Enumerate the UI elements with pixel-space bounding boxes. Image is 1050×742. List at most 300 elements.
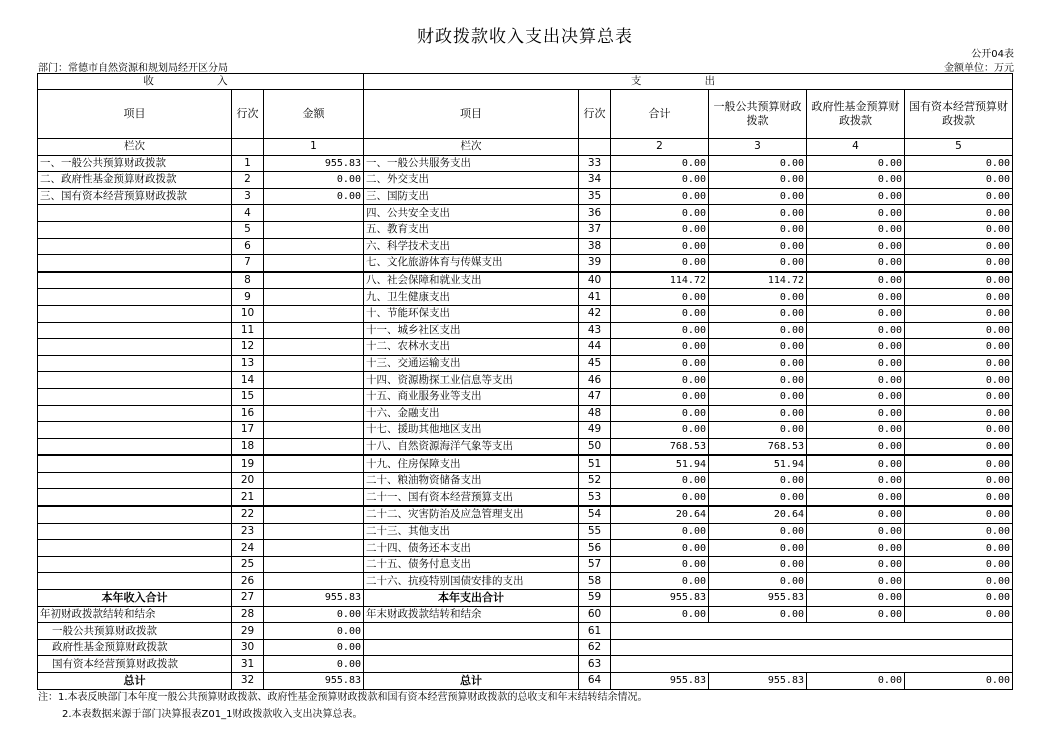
column-index-5: 5: [905, 139, 1013, 156]
carry-row: [38, 623, 1013, 640]
expense-general-budget: 0.00: [709, 339, 807, 356]
department-label: 部门：常德市自然资源和规划局经开区分局: [38, 63, 228, 74]
expense-gov-fund: 0.00: [807, 455, 905, 472]
income-row-no: 20: [232, 472, 264, 489]
income-amount: 0.00: [264, 172, 364, 189]
income-item: [38, 305, 232, 322]
expense-total: 0.00: [611, 489, 709, 506]
income-total-amount: 955.83: [264, 590, 364, 607]
income-item: [38, 455, 232, 472]
header-state-capital: 国有资本经营预算财政拨款: [905, 90, 1013, 139]
expense-state-capital: 0.00: [905, 238, 1013, 255]
report-title: 财政拨款收入支出决算总表: [417, 27, 633, 47]
expense-general-budget: 0.00: [709, 238, 807, 255]
carry-general: 0.00: [709, 606, 807, 623]
table-row: [38, 238, 1013, 255]
carry-income-row-no: 28: [232, 606, 264, 623]
grand-total-income-row-no: 32: [232, 673, 264, 690]
table-row: [38, 322, 1013, 339]
expense-general-budget: 0.00: [709, 523, 807, 540]
expense-total: 0.00: [611, 388, 709, 405]
expense-row-no: 56: [579, 540, 611, 557]
expense-row-no: 53: [579, 489, 611, 506]
expense-total-row-no: 59: [579, 590, 611, 607]
expense-item: 四、公共安全支出: [364, 205, 579, 222]
income-amount: [264, 272, 364, 289]
grand-total-expense-row-no: 64: [579, 673, 611, 690]
income-item: [38, 255, 232, 272]
income-item: [38, 438, 232, 455]
income-total-label: 本年收入合计: [38, 590, 232, 607]
expense-general-budget: 0.00: [709, 540, 807, 557]
expense-gov-fund: 0.00: [807, 472, 905, 489]
expense-total-capital: 0.00: [905, 590, 1013, 607]
footnotes: [38, 689, 648, 723]
table-row: [38, 272, 1013, 289]
table-row: [38, 339, 1013, 356]
expense-gov-fund: 0.00: [807, 523, 905, 540]
carry-expense-row-no: 60: [579, 606, 611, 623]
header-income-amount: 金额: [264, 90, 364, 139]
expense-gov-fund: 0.00: [807, 322, 905, 339]
expense-gov-fund: 0.00: [807, 305, 905, 322]
expense-general-budget: 0.00: [709, 388, 807, 405]
table-row: [38, 255, 1013, 272]
expense-gov-fund: 0.00: [807, 573, 905, 590]
income-item: [38, 573, 232, 590]
expense-gov-fund: 0.00: [807, 422, 905, 439]
expense-item: 二十、粮油物资储备支出: [364, 472, 579, 489]
column-index-4: 4: [807, 139, 905, 156]
income-item: [38, 289, 232, 306]
expense-row-no: 49: [579, 422, 611, 439]
table-row: [38, 489, 1013, 506]
income-row-no: 5: [232, 221, 264, 238]
grand-total-expense-label: 总计: [364, 673, 579, 690]
expense-item: 二十四、债务还本支出: [364, 540, 579, 557]
income-row-no: 12: [232, 339, 264, 356]
income-amount: [264, 405, 364, 422]
expense-row-no: 48: [579, 405, 611, 422]
expense-row-no: 47: [579, 388, 611, 405]
expense-row-no: 42: [579, 305, 611, 322]
income-row-no: 11: [232, 322, 264, 339]
income-amount: [264, 339, 364, 356]
carry-income-amount: 0.00: [264, 623, 364, 640]
expense-item: 十九、住房保障支出: [364, 455, 579, 472]
expense-row-no: 35: [579, 188, 611, 205]
expense-total: 0.00: [611, 172, 709, 189]
expense-gov-fund: 0.00: [807, 289, 905, 306]
expense-total: 0.00: [611, 355, 709, 372]
expense-gov-fund: 0.00: [807, 188, 905, 205]
expense-total: 0.00: [611, 305, 709, 322]
income-item: [38, 388, 232, 405]
income-item: [38, 355, 232, 372]
expense-row-no: 38: [579, 238, 611, 255]
expense-row-no: 36: [579, 205, 611, 222]
expense-general-budget: 0.00: [709, 405, 807, 422]
expense-total: 51.94: [611, 455, 709, 472]
column-index-3: 3: [709, 139, 807, 156]
income-row-no: 8: [232, 272, 264, 289]
carry-row: [38, 639, 1013, 656]
income-amount: [264, 489, 364, 506]
income-item: [38, 205, 232, 222]
carry-expense-item: [364, 639, 579, 656]
carry-income-amount: 0.00: [264, 639, 364, 656]
expense-item: 十五、商业服务业等支出: [364, 388, 579, 405]
header-income-item: 项目: [38, 90, 232, 139]
expense-general-budget: 768.53: [709, 438, 807, 455]
income-item: [38, 238, 232, 255]
expense-gov-fund: 0.00: [807, 339, 905, 356]
grand-total-general: 955.83: [709, 673, 807, 690]
expense-gov-fund: 0.00: [807, 489, 905, 506]
carry-expense-item: 年末财政拨款结转和结余: [364, 606, 579, 623]
table-row: [38, 573, 1013, 590]
header-expense-item: 项目: [364, 90, 579, 139]
income-row-no: 14: [232, 372, 264, 389]
expense-row-no: 50: [579, 438, 611, 455]
income-row-no: 1: [232, 155, 264, 172]
expense-general-budget: 0.00: [709, 422, 807, 439]
income-row-no: 18: [232, 438, 264, 455]
income-row-no: 19: [232, 455, 264, 472]
income-amount: [264, 255, 364, 272]
carry-expense-row-no: 63: [579, 656, 611, 673]
table-row: [38, 172, 1013, 189]
expense-total: 0.00: [611, 573, 709, 590]
income-row-no: 2: [232, 172, 264, 189]
income-item: [38, 506, 232, 523]
expense-row-no: 57: [579, 556, 611, 573]
table-row: [38, 540, 1013, 557]
expense-total: 114.72: [611, 272, 709, 289]
header-expense-row-no: 行次: [579, 90, 611, 139]
expense-general-budget: 0.00: [709, 322, 807, 339]
expense-state-capital: 0.00: [905, 523, 1013, 540]
income-amount: [264, 523, 364, 540]
expense-item: 二十六、抗疫特别国债安排的支出: [364, 573, 579, 590]
expense-general-budget: 0.00: [709, 556, 807, 573]
expense-state-capital: 0.00: [905, 405, 1013, 422]
grand-total-capital: 0.00: [905, 673, 1013, 690]
fiscal-table: [37, 73, 1013, 690]
expense-total: 0.00: [611, 422, 709, 439]
carry-income-row-no: 29: [232, 623, 264, 640]
expense-total: 0.00: [611, 472, 709, 489]
expense-item: 八、社会保障和就业支出: [364, 272, 579, 289]
expense-item: 二十一、国有资本经营预算支出: [364, 489, 579, 506]
expense-total: 768.53: [611, 438, 709, 455]
table-row: [38, 472, 1013, 489]
expense-gov-fund: 0.00: [807, 272, 905, 289]
expense-general-budget: 114.72: [709, 272, 807, 289]
expense-state-capital: 0.00: [905, 339, 1013, 356]
expense-total: 0.00: [611, 221, 709, 238]
expense-item: 十四、资源勘探工业信息等支出: [364, 372, 579, 389]
carry-expense-row-no: 61: [579, 623, 611, 640]
header-gov-fund: 政府性基金预算财政拨款: [807, 90, 905, 139]
grand-total-income-amount: 955.83: [264, 673, 364, 690]
expense-state-capital: 0.00: [905, 255, 1013, 272]
column-label-expense: 栏次: [364, 139, 579, 156]
carry-income-item: 年初财政拨款结转和结余: [38, 606, 232, 623]
expense-total: 0.00: [611, 205, 709, 222]
table-row: [38, 556, 1013, 573]
expense-item: 九、卫生健康支出: [364, 289, 579, 306]
expense-state-capital: 0.00: [905, 155, 1013, 172]
column-index-2: 2: [611, 139, 709, 156]
carry-income-amount: 0.00: [264, 606, 364, 623]
grand-total-fund: 0.00: [807, 673, 905, 690]
income-row-no: 10: [232, 305, 264, 322]
carry-row: [38, 656, 1013, 673]
expense-general-budget: 0.00: [709, 188, 807, 205]
expense-total: 0.00: [611, 339, 709, 356]
note-2: 2.本表数据来源于部门决算报表Z01_1财政拨款收入支出决算总表。: [62, 709, 363, 720]
income-item: [38, 540, 232, 557]
expense-state-capital: 0.00: [905, 540, 1013, 557]
income-amount: [264, 372, 364, 389]
expense-item: 七、文化旅游体育与传媒支出: [364, 255, 579, 272]
grand-total-income-label: 总计: [38, 673, 232, 690]
expense-total-label: 本年支出合计: [364, 590, 579, 607]
expense-state-capital: 0.00: [905, 472, 1013, 489]
carry-total: 0.00: [611, 606, 709, 623]
header-total: 合计: [611, 90, 709, 139]
income-amount: [264, 438, 364, 455]
expense-state-capital: 0.00: [905, 489, 1013, 506]
carry-expense-row-no: 62: [579, 639, 611, 656]
income-item: [38, 405, 232, 422]
income-item: [38, 272, 232, 289]
income-amount: [264, 422, 364, 439]
expense-gov-fund: 0.00: [807, 405, 905, 422]
expense-row-no: 37: [579, 221, 611, 238]
expense-general-budget: 0.00: [709, 305, 807, 322]
expense-item: 一、一般公共服务支出: [364, 155, 579, 172]
expense-total: 0.00: [611, 322, 709, 339]
income-item: 二、政府性基金预算财政拨款: [38, 172, 232, 189]
expense-general-budget: 0.00: [709, 489, 807, 506]
expense-general-budget: 0.00: [709, 205, 807, 222]
expense-row-no: 39: [579, 255, 611, 272]
column-label-income: 栏次: [38, 139, 232, 156]
expense-general-budget: 0.00: [709, 221, 807, 238]
income-item: [38, 523, 232, 540]
income-row-no: 22: [232, 506, 264, 523]
income-item: 三、国有资本经营预算财政拨款: [38, 188, 232, 205]
total-row: [38, 590, 1013, 607]
expense-row-no: 33: [579, 155, 611, 172]
table-row: [38, 188, 1013, 205]
income-amount: [264, 355, 364, 372]
expense-general-budget: 0.00: [709, 255, 807, 272]
table-row: [38, 405, 1013, 422]
income-amount: 0.00: [264, 188, 364, 205]
table-row: [38, 355, 1013, 372]
income-item: [38, 556, 232, 573]
expense-item: 十六、金融支出: [364, 405, 579, 422]
table-row: [38, 305, 1013, 322]
expense-row-no: 45: [579, 355, 611, 372]
expense-gov-fund: 0.00: [807, 506, 905, 523]
income-row-no: 4: [232, 205, 264, 222]
expense-general-budget: 0.00: [709, 372, 807, 389]
table-row: [38, 438, 1013, 455]
income-item: [38, 372, 232, 389]
carry-capital: 0.00: [905, 606, 1013, 623]
carry-income-amount: 0.00: [264, 656, 364, 673]
income-amount: [264, 238, 364, 255]
expense-gov-fund: 0.00: [807, 221, 905, 238]
unit-label: 金额单位：万元: [944, 63, 1014, 74]
expense-state-capital: 0.00: [905, 205, 1013, 222]
expense-item: 十七、援助其他地区支出: [364, 422, 579, 439]
expense-state-capital: 0.00: [905, 322, 1013, 339]
expense-row-no: 41: [579, 289, 611, 306]
carry-blank: [611, 639, 1013, 656]
table-row: [38, 422, 1013, 439]
expense-state-capital: 0.00: [905, 388, 1013, 405]
income-row-no: 7: [232, 255, 264, 272]
income-row-no: 9: [232, 289, 264, 306]
expense-total-sum: 955.83: [611, 590, 709, 607]
expense-state-capital: 0.00: [905, 188, 1013, 205]
income-row-no: 13: [232, 355, 264, 372]
column-blank: [232, 139, 264, 156]
table-row: [38, 523, 1013, 540]
carry-blank: [611, 656, 1013, 673]
expense-row-no: 40: [579, 272, 611, 289]
expense-item: 十八、自然资源海洋气象等支出: [364, 438, 579, 455]
expense-state-capital: 0.00: [905, 305, 1013, 322]
expense-row-no: 44: [579, 339, 611, 356]
income-amount: [264, 556, 364, 573]
carry-fund: 0.00: [807, 606, 905, 623]
expense-gov-fund: 0.00: [807, 556, 905, 573]
expense-row-no: 34: [579, 172, 611, 189]
expense-row-no: 58: [579, 573, 611, 590]
header-general-budget: 一般公共预算财政拨款: [709, 90, 807, 139]
expense-item: 二十三、其他支出: [364, 523, 579, 540]
expense-state-capital: 0.00: [905, 438, 1013, 455]
expense-state-capital: 0.00: [905, 355, 1013, 372]
expense-item: 十三、交通运输支出: [364, 355, 579, 372]
grand-total-sum: 955.83: [611, 673, 709, 690]
expense-total: 0.00: [611, 405, 709, 422]
expense-item: 三、国防支出: [364, 188, 579, 205]
expense-row-no: 46: [579, 372, 611, 389]
expense-gov-fund: 0.00: [807, 540, 905, 557]
income-amount: [264, 540, 364, 557]
income-section-header: 收 入: [38, 74, 364, 90]
table-row: [38, 205, 1013, 222]
income-item: [38, 221, 232, 238]
income-item: [38, 472, 232, 489]
expense-gov-fund: 0.00: [807, 155, 905, 172]
expense-item: 十、节能环保支出: [364, 305, 579, 322]
expense-row-no: 55: [579, 523, 611, 540]
expense-section-header: 支 出: [364, 74, 1013, 90]
income-total-row-no: 27: [232, 590, 264, 607]
expense-total: 0.00: [611, 556, 709, 573]
income-amount: [264, 205, 364, 222]
expense-state-capital: 0.00: [905, 573, 1013, 590]
income-amount: [264, 573, 364, 590]
carry-income-item: 政府性基金预算财政拨款: [38, 639, 232, 656]
expense-state-capital: 0.00: [905, 289, 1013, 306]
expense-item: 十二、农林水支出: [364, 339, 579, 356]
expense-total-general: 955.83: [709, 590, 807, 607]
income-row-no: 17: [232, 422, 264, 439]
expense-gov-fund: 0.00: [807, 172, 905, 189]
expense-gov-fund: 0.00: [807, 355, 905, 372]
income-row-no: 23: [232, 523, 264, 540]
table-row: [38, 506, 1013, 523]
expense-gov-fund: 0.00: [807, 205, 905, 222]
income-amount: [264, 305, 364, 322]
expense-general-budget: 0.00: [709, 289, 807, 306]
carry-income-row-no: 31: [232, 656, 264, 673]
expense-total: 0.00: [611, 255, 709, 272]
income-amount: [264, 506, 364, 523]
income-amount: [264, 455, 364, 472]
carry-row: [38, 606, 1013, 623]
table-row: [38, 155, 1013, 172]
expense-state-capital: 0.00: [905, 221, 1013, 238]
expense-total-fund: 0.00: [807, 590, 905, 607]
expense-row-no: 54: [579, 506, 611, 523]
expense-general-budget: 51.94: [709, 455, 807, 472]
column-blank: [579, 139, 611, 156]
income-row-no: 15: [232, 388, 264, 405]
expense-total: 0.00: [611, 540, 709, 557]
table-row: [38, 289, 1013, 306]
expense-total: 0.00: [611, 372, 709, 389]
expense-item: 二十二、灾害防治及应急管理支出: [364, 506, 579, 523]
expense-total: 0.00: [611, 289, 709, 306]
header-income-row-no: 行次: [232, 90, 264, 139]
expense-state-capital: 0.00: [905, 372, 1013, 389]
expense-state-capital: 0.00: [905, 506, 1013, 523]
expense-total: 0.00: [611, 523, 709, 540]
expense-item: 六、科学技术支出: [364, 238, 579, 255]
expense-item: 二、外交支出: [364, 172, 579, 189]
expense-general-budget: 20.64: [709, 506, 807, 523]
form-code: 公开04表: [971, 49, 1014, 60]
table-row: [38, 221, 1013, 238]
expense-row-no: 51: [579, 455, 611, 472]
expense-row-no: 52: [579, 472, 611, 489]
note-1: 注：1.本表反映部门本年度一般公共预算财政拨款、政府性基金预算财政拨款和国有资本经营预算财政拨款的总收支和年末结转结余情况。: [38, 692, 648, 703]
income-row-no: 3: [232, 188, 264, 205]
expense-total: 20.64: [611, 506, 709, 523]
expense-gov-fund: 0.00: [807, 238, 905, 255]
expense-gov-fund: 0.00: [807, 438, 905, 455]
expense-general-budget: 0.00: [709, 155, 807, 172]
expense-state-capital: 0.00: [905, 272, 1013, 289]
expense-total: 0.00: [611, 238, 709, 255]
column-index-1: 1: [264, 139, 364, 156]
income-amount: [264, 472, 364, 489]
expense-general-budget: 0.00: [709, 472, 807, 489]
expense-total: 0.00: [611, 188, 709, 205]
expense-row-no: 43: [579, 322, 611, 339]
income-row-no: 21: [232, 489, 264, 506]
